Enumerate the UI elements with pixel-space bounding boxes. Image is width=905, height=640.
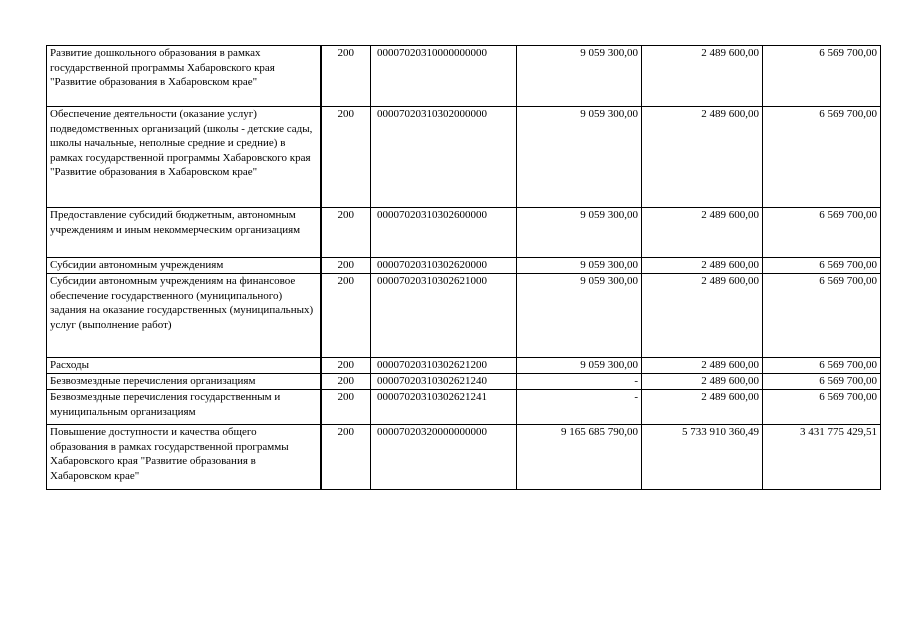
table-row [47, 425, 881, 490]
row-classification-code: 00007020310302000000 [371, 107, 517, 208]
row-line-code: 200 [321, 208, 371, 258]
row-unexecuted-amount: 3 431 775 429,51 [763, 425, 881, 490]
budget-table-body [47, 46, 881, 490]
row-classification-code: 00007020310000000000 [371, 46, 517, 107]
row-unexecuted-amount: 6 569 700,00 [763, 107, 881, 208]
row-classification-code: 00007020310302621241 [371, 390, 517, 425]
row-name: Безвозмездные перечисления организациям [47, 374, 321, 390]
table-row [47, 46, 881, 107]
row-executed-amount: 5 733 910 360,49 [642, 425, 763, 490]
table-row [47, 274, 881, 358]
row-classification-code: 00007020310302621000 [371, 274, 517, 358]
row-line-code: 200 [321, 358, 371, 374]
row-line-code: 200 [321, 258, 371, 274]
row-approved-amount: 9 165 685 790,00 [517, 425, 642, 490]
row-name: Повышение доступности и качества общего образования в рамках государственной программы Хабаровского края "Развитие образования в Хабаровском крае" [47, 425, 321, 490]
row-approved-amount: 9 059 300,00 [517, 208, 642, 258]
row-executed-amount: 2 489 600,00 [642, 374, 763, 390]
row-executed-amount: 2 489 600,00 [642, 107, 763, 208]
row-classification-code: 00007020320000000000 [371, 425, 517, 490]
row-name: Безвозмездные перечисления государственным и муниципальным организациям [47, 390, 321, 425]
row-approved-amount: - [517, 390, 642, 425]
row-approved-amount: 9 059 300,00 [517, 358, 642, 374]
row-approved-amount: 9 059 300,00 [517, 107, 642, 208]
row-line-code: 200 [321, 274, 371, 358]
row-unexecuted-amount: 6 569 700,00 [763, 374, 881, 390]
row-name: Развитие дошкольного образования в рамках государственной программы Хабаровского края "Развитие образования в Хабаровском крае" [47, 46, 321, 107]
table-row [47, 258, 881, 274]
row-line-code: 200 [321, 374, 371, 390]
row-name: Субсидии автономным учреждениям [47, 258, 321, 274]
table-row [47, 107, 881, 208]
row-unexecuted-amount: 6 569 700,00 [763, 274, 881, 358]
row-executed-amount: 2 489 600,00 [642, 358, 763, 374]
table-row [47, 208, 881, 258]
table-row [47, 390, 881, 425]
row-executed-amount: 2 489 600,00 [642, 208, 763, 258]
row-classification-code: 00007020310302620000 [371, 258, 517, 274]
row-executed-amount: 2 489 600,00 [642, 390, 763, 425]
row-line-code: 200 [321, 425, 371, 490]
budget-table [46, 45, 881, 490]
row-executed-amount: 2 489 600,00 [642, 258, 763, 274]
row-line-code: 200 [321, 390, 371, 425]
row-executed-amount: 2 489 600,00 [642, 46, 763, 107]
row-unexecuted-amount: 6 569 700,00 [763, 358, 881, 374]
row-name: Обеспечение деятельности (оказание услуг) подведомственных организаций (школы - детские сады, школы начальные, неполные средние и средние) в рамках государственной программы Хабаровского края "Развитие образования в Хабаровском крае" [47, 107, 321, 208]
row-unexecuted-amount: 6 569 700,00 [763, 258, 881, 274]
row-unexecuted-amount: 6 569 700,00 [763, 390, 881, 425]
row-classification-code: 00007020310302621240 [371, 374, 517, 390]
row-name: Субсидии автономным учреждениям на финансовое обеспечение государственного (муниципального) задания на оказание государственных (муниципальных) услуг (выполнение работ) [47, 274, 321, 358]
row-line-code: 200 [321, 46, 371, 107]
row-name: Расходы [47, 358, 321, 374]
row-name: Предоставление субсидий бюджетным, автономным учреждениям и иным некоммерческим организациям [47, 208, 321, 258]
row-line-code: 200 [321, 107, 371, 208]
row-classification-code: 00007020310302621200 [371, 358, 517, 374]
row-unexecuted-amount: 6 569 700,00 [763, 46, 881, 107]
row-unexecuted-amount: 6 569 700,00 [763, 208, 881, 258]
row-approved-amount: 9 059 300,00 [517, 46, 642, 107]
row-approved-amount: 9 059 300,00 [517, 258, 642, 274]
table-row [47, 374, 881, 390]
table-row [47, 358, 881, 374]
row-approved-amount: 9 059 300,00 [517, 274, 642, 358]
row-approved-amount: - [517, 374, 642, 390]
row-classification-code: 00007020310302600000 [371, 208, 517, 258]
row-executed-amount: 2 489 600,00 [642, 274, 763, 358]
